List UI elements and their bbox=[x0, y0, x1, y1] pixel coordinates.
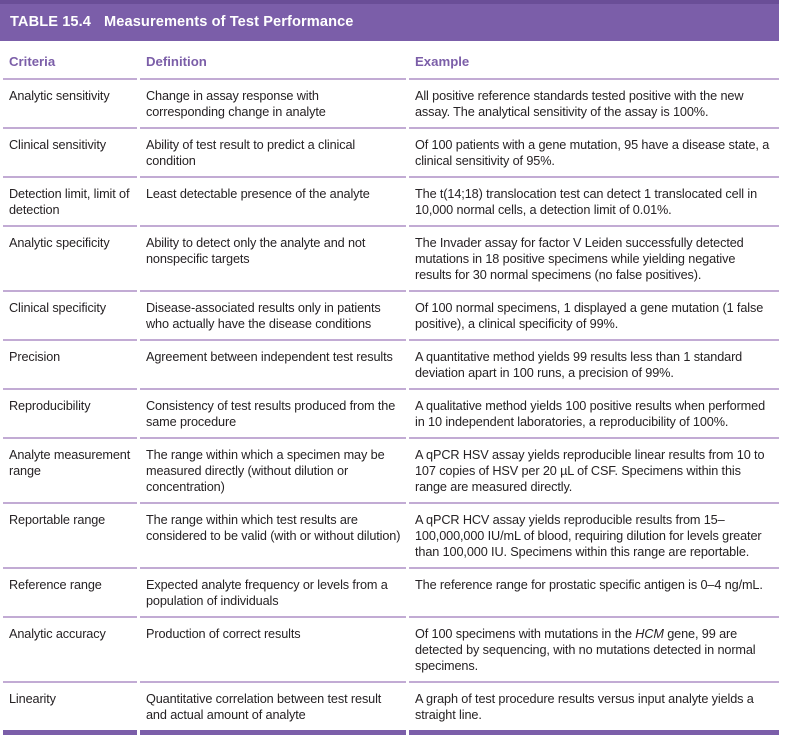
table-row bbox=[3, 290, 779, 339]
example-cell: A qPCR HSV assay yields reproducible linear results from 10 to 107 copies of HSV per 20 µL of CSF. Specimens within this range are measured directly. bbox=[409, 437, 779, 502]
example-cell: The t(14;18) translocation test can detect 1 translocated cell in 10,000 normal cells, a detection limit of 0.01%. bbox=[409, 176, 779, 225]
table-row bbox=[3, 567, 779, 616]
definition-cell: Least detectable presence of the analyte bbox=[140, 176, 406, 225]
table-body bbox=[3, 78, 779, 735]
definition-cell: Consistency of test results produced from the same procedure bbox=[140, 388, 406, 437]
criteria-cell: Reportable range bbox=[3, 502, 137, 567]
definition-cell: Expected analyte frequency or levels from a population of individuals bbox=[140, 567, 406, 616]
table-row bbox=[3, 388, 779, 437]
table-title-text: Measurements of Test Performance bbox=[104, 14, 354, 30]
definition-cell: Ability of test result to predict a clinical condition bbox=[140, 127, 406, 176]
definition-cell: Disease-associated results only in patients who actually have the disease conditions bbox=[140, 290, 406, 339]
table-row bbox=[3, 78, 779, 127]
criteria-cell: Analytic accuracy bbox=[3, 616, 137, 681]
criteria-cell: Detection limit, limit of detection bbox=[3, 176, 137, 225]
definition-cell: Quantitative correlation between test result and actual amount of analyte bbox=[140, 681, 406, 735]
criteria-cell: Clinical sensitivity bbox=[3, 127, 137, 176]
criteria-cell: Analytic specificity bbox=[3, 225, 137, 290]
example-cell: A qPCR HCV assay yields reproducible results from 15–100,000,000 IU/mL of blood, requiring dilution for levels greater than 100,000 IU. Specimens within this range are reportable. bbox=[409, 502, 779, 567]
criteria-cell: Reference range bbox=[3, 567, 137, 616]
criteria-cell: Linearity bbox=[3, 681, 137, 735]
definition-cell: Ability to detect only the analyte and not nonspecific targets bbox=[140, 225, 406, 290]
definition-cell: Change in assay response with corresponding change in analyte bbox=[140, 78, 406, 127]
example-cell: All positive reference standards tested positive with the new assay. The analytical sensitivity of the assay is 100%. bbox=[409, 78, 779, 127]
example-cell: A quantitative method yields 99 results less than 1 standard deviation apart in 100 runs, a precision of 99%. bbox=[409, 339, 779, 388]
example-cell: The reference range for prostatic specific antigen is 0–4 ng/mL. bbox=[409, 567, 779, 616]
criteria-cell: Clinical specificity bbox=[3, 290, 137, 339]
example-cell: A qualitative method yields 100 positive results when performed in 10 independent laboratories, a reproducibility of 100%. bbox=[409, 388, 779, 437]
example-cell: Of 100 specimens with mutations in the HCM gene, 99 are detected by sequencing, with no mutations detected in normal specimens. bbox=[409, 616, 779, 681]
column-header-row bbox=[3, 41, 779, 78]
table-row bbox=[3, 502, 779, 567]
table-row bbox=[3, 176, 779, 225]
table-row bbox=[3, 339, 779, 388]
table-row bbox=[3, 127, 779, 176]
table-row bbox=[3, 225, 779, 290]
column-header-criteria: Criteria bbox=[9, 54, 56, 69]
column-header-example: Example bbox=[415, 54, 470, 69]
definition-cell: Production of correct results bbox=[140, 616, 406, 681]
definition-cell: Agreement between independent test results bbox=[140, 339, 406, 388]
definition-cell: The range within which a specimen may be measured directly (without dilution or concentration) bbox=[140, 437, 406, 502]
table-number-label: TABLE 15.4 bbox=[10, 14, 92, 30]
test-performance-table bbox=[0, 41, 782, 735]
table-row bbox=[3, 681, 779, 735]
table-row bbox=[3, 616, 779, 681]
column-header-definition: Definition bbox=[146, 54, 207, 69]
example-cell: A graph of test procedure results versus input analyte yields a straight line. bbox=[409, 681, 779, 735]
criteria-cell: Analyte measurement range bbox=[3, 437, 137, 502]
criteria-cell: Precision bbox=[3, 339, 137, 388]
criteria-cell: Reproducibility bbox=[3, 388, 137, 437]
example-cell: Of 100 patients with a gene mutation, 95 have a disease state, a clinical sensitivity of 95%. bbox=[409, 127, 779, 176]
table-row bbox=[3, 437, 779, 502]
example-cell: Of 100 normal specimens, 1 displayed a gene mutation (1 false positive), a clinical specificity of 99%. bbox=[409, 290, 779, 339]
example-cell: The Invader assay for factor V Leiden successfully detected mutations in 18 positive specimens while yielding negative results for 30 normal specimens (no false positives). bbox=[409, 225, 779, 290]
definition-cell: The range within which test results are considered to be valid (with or without dilution) bbox=[140, 502, 406, 567]
criteria-cell: Analytic sensitivity bbox=[3, 78, 137, 127]
table-header-bar bbox=[0, 0, 779, 41]
